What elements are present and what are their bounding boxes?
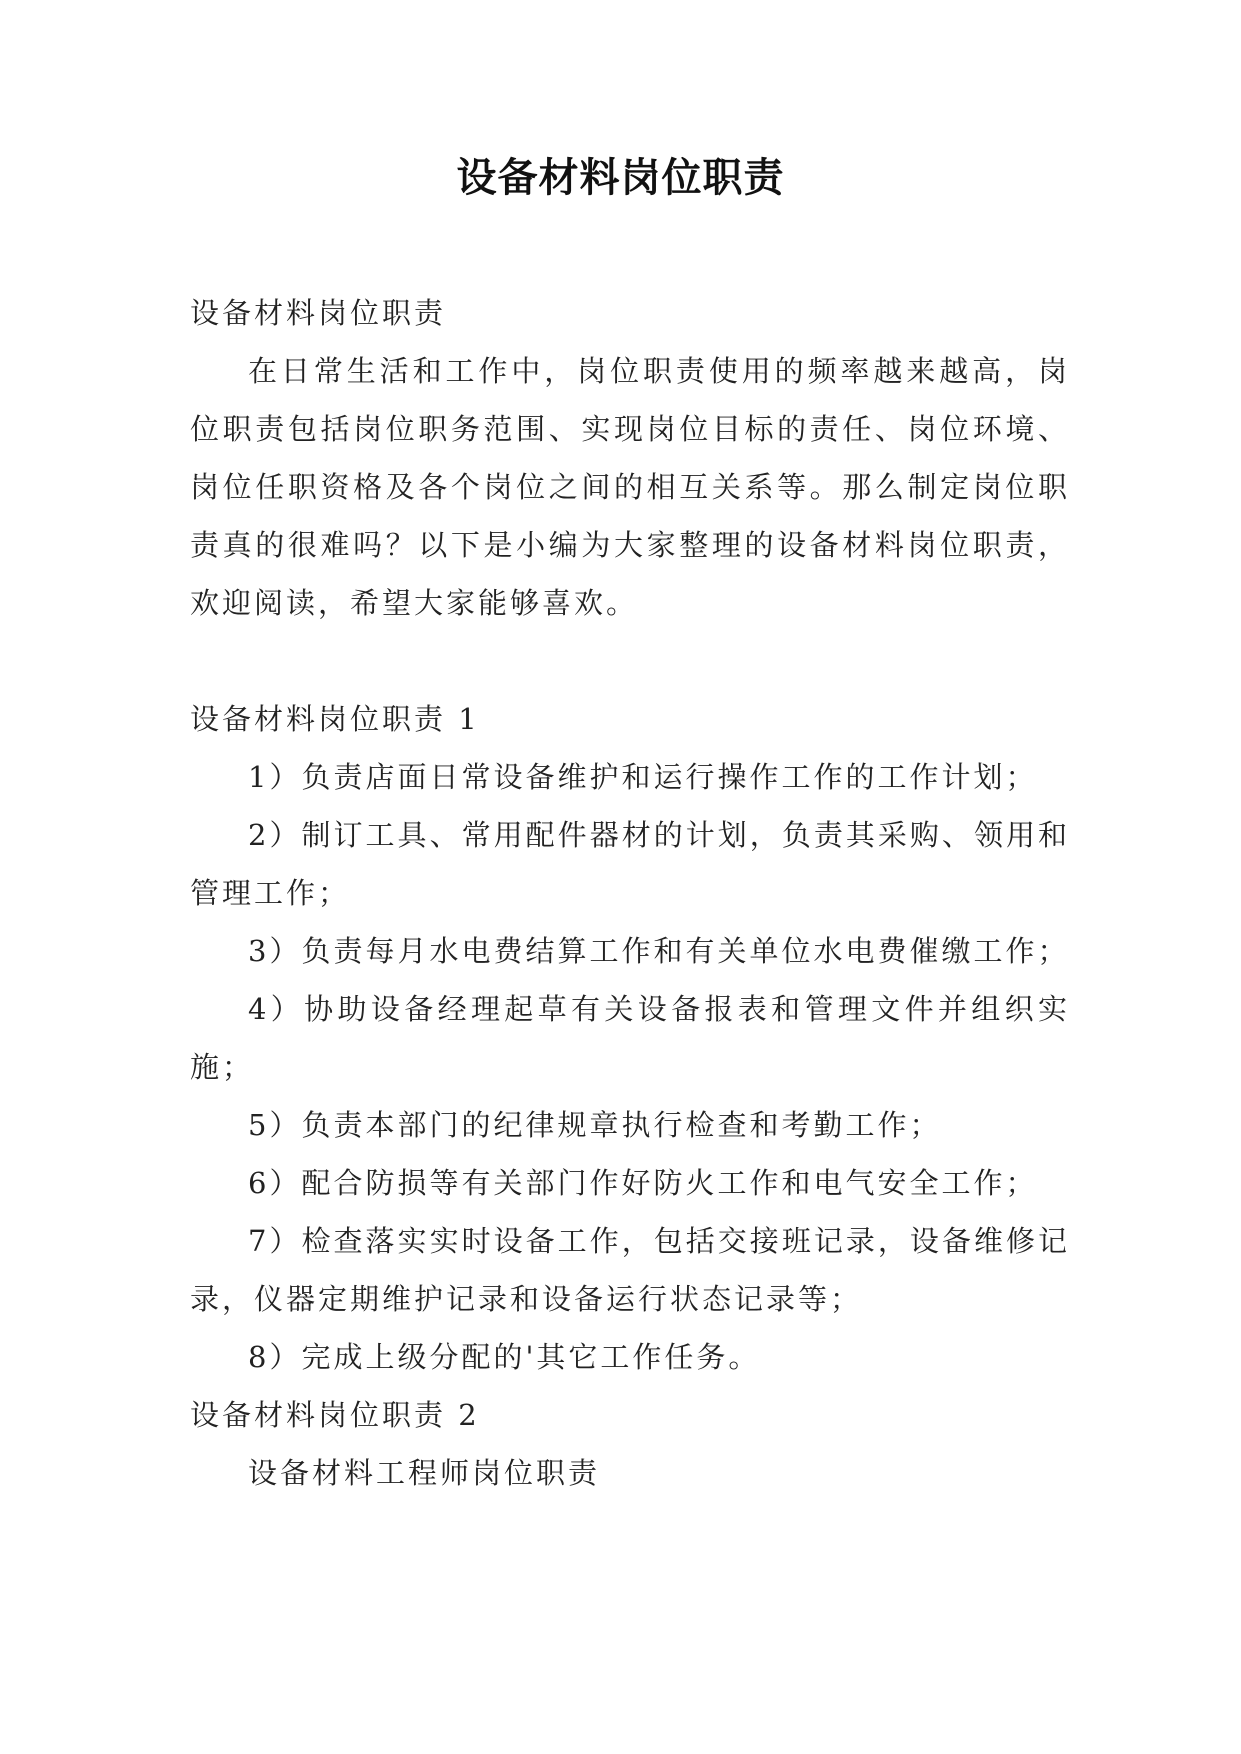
duty-item: 7）检查落实实时设备工作，包括交接班记录，设备维修记录，仪器定期维护记录和设备运行状态记录等； (190, 1224, 1070, 1316)
body-heading: 设备材料岗位职责 (190, 296, 447, 330)
duty-item: 1）负责店面日常设备维护和运行操作工作的工作计划； (248, 760, 1038, 794)
document-body (190, 284, 1070, 1502)
duty-item: 3）负责每月水电费结算工作和有关单位水电费催缴工作； (248, 934, 1070, 968)
paragraph-spacer (190, 632, 1070, 690)
duty-item: 2）制订工具、常用配件器材的计划，负责其采购、领用和管理工作； (190, 818, 1070, 910)
duty-item: 8）完成上级分配的'其它工作任务。 (248, 1340, 761, 1374)
section-2-heading: 设备材料岗位职责 2 (190, 1398, 480, 1432)
duty-item: 5）负责本部门的纪律规章执行检查和考勤工作； (248, 1108, 942, 1142)
document-title: 设备材料岗位职责 (456, 154, 785, 201)
duty-item: 6）配合防损等有关部门作好防火工作和电气安全工作； (248, 1166, 1038, 1200)
intro-paragraph: 在日常生活和工作中，岗位职责使用的频率越来越高，岗位职责包括岗位职务范围、实现岗位目标的责任、岗位环境、岗位任职资格及各个岗位之间的相互关系等。那么制定岗位职责真的很难吗？以下是小编为大家整理的设备材料岗位职责，欢迎阅读，希望大家能够喜欢。 (190, 354, 1070, 620)
section-2-subheading: 设备材料工程师岗位职责 (248, 1456, 601, 1490)
duty-item: 4）协助设备经理起草有关设备报表和管理文件并组织实施； (190, 992, 1070, 1084)
section-1-heading: 设备材料岗位职责 1 (190, 702, 480, 736)
